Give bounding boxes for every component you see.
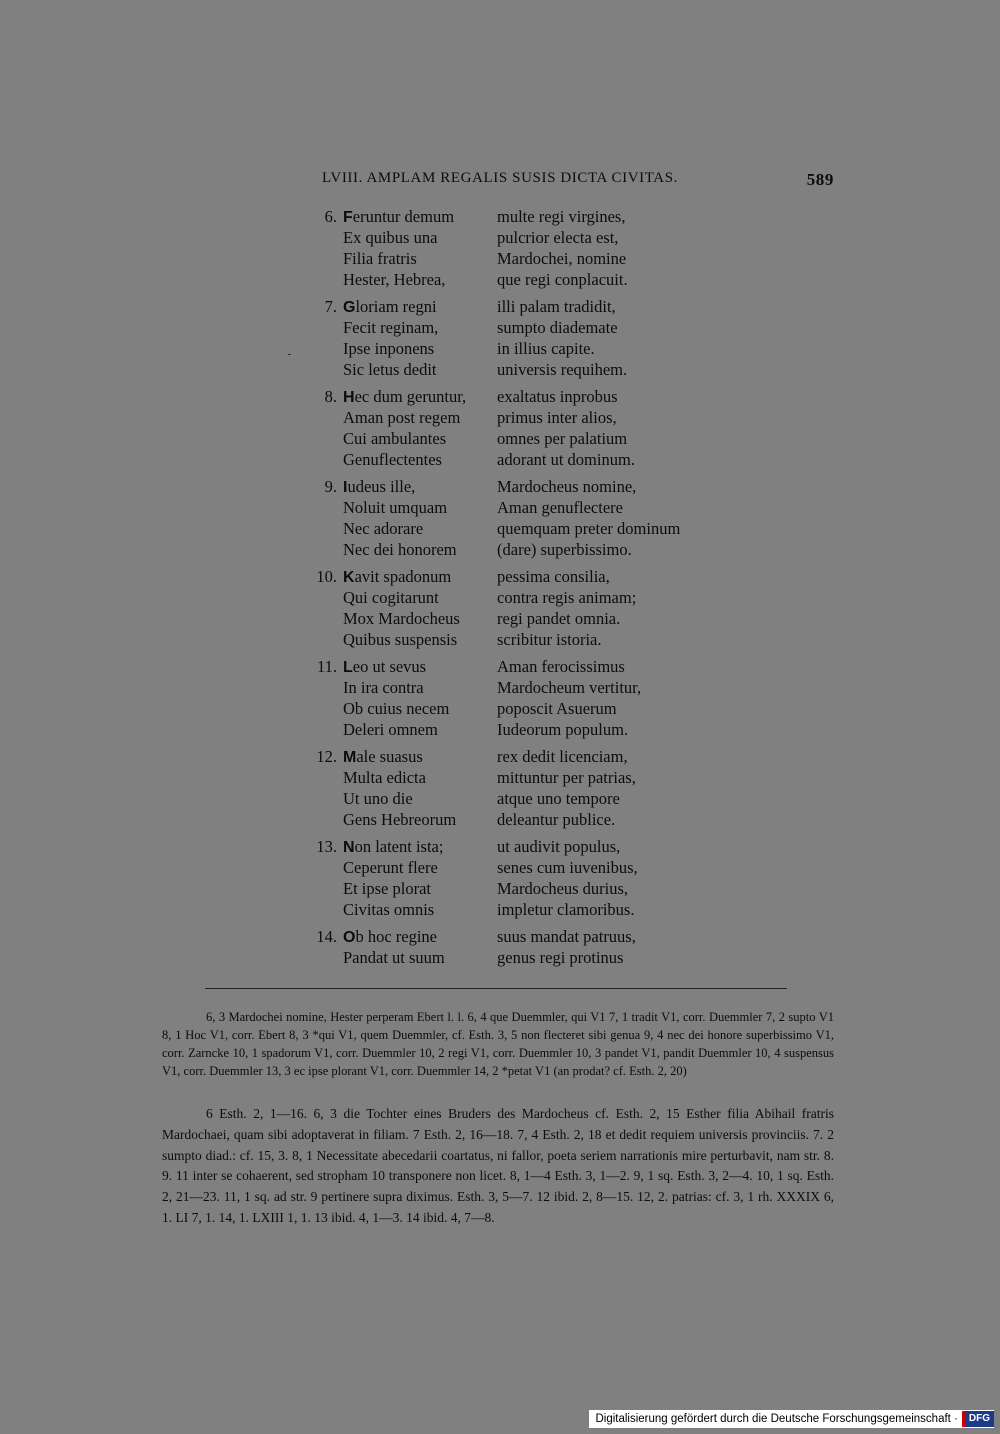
verse-line: [300, 608, 730, 629]
verse-second-half: pessima consilia,: [497, 567, 610, 586]
verse-first-half-text: Pandat ut suum: [343, 948, 445, 967]
verse-first-half-text: Filia fratris: [343, 249, 417, 268]
verse-first-half: [343, 386, 466, 408]
dfg-logo-icon[interactable]: DFG: [962, 1411, 994, 1427]
verse-second-half: genus regi protinus: [497, 948, 624, 967]
verse-first-half-text: Ipse inponens: [343, 339, 435, 358]
verse-first-half: [343, 497, 447, 518]
verse-first-half-text: Multa edicta: [343, 768, 426, 787]
verse-line: [300, 587, 730, 608]
verse-first-half-text: Genuflectentes: [343, 450, 442, 469]
verse-line: [300, 926, 730, 947]
stanza: [300, 386, 730, 470]
verse-first-half: [343, 338, 434, 359]
verse-line: [300, 767, 730, 788]
verse-line: [300, 476, 730, 497]
verse-first-half-text: Civitas omnis: [343, 900, 435, 919]
verse-first-half: [343, 809, 456, 830]
acrostic-initial: K: [343, 569, 355, 586]
verse-first-half-text: loriam regni: [355, 297, 437, 316]
verse-line: [300, 539, 730, 560]
verse-first-half-text: Fecit reginam,: [343, 318, 439, 337]
verse-second-half: universis requihem.: [497, 360, 628, 379]
stanza-number: 7.: [324, 297, 337, 316]
verse-first-half-text: Et ipse plorat: [343, 879, 431, 898]
verse-first-half: [343, 608, 460, 629]
verse-first-half: [343, 587, 439, 608]
footnote-rule: [205, 988, 787, 989]
stanza-number: 11.: [316, 657, 337, 676]
verse-second-half: que regi conplacuit.: [497, 270, 628, 289]
stanza: [300, 206, 730, 290]
verse-first-half-text: Sic letus dedit: [343, 360, 437, 379]
acrostic-initial: L: [343, 659, 353, 676]
verse-second-half: pulcrior electa est,: [497, 228, 619, 247]
verse-second-half: in illius capite.: [497, 339, 595, 358]
verse-second-half: atque uno tempore: [497, 789, 620, 808]
verse-line: [300, 656, 730, 677]
verse-first-half: [343, 677, 424, 698]
verse-first-half-text: on latent ista;: [354, 837, 444, 856]
verse-first-half-text: ale suasus: [356, 747, 423, 766]
poem-body: [300, 206, 730, 974]
verse-second-half: mittuntur per patrias,: [497, 768, 636, 787]
source-notes-text: 6 Esth. 2, 1—16. 6, 3 die Tochter eines Bruders des Mardocheus cf. Esth. 2, 15 Esther filia Abihail fratris Mardochaei, quam sibi adoptaverat in filiam. 7 Esth. 2, 16—18. 7, 4 Esth. 2, 18 et dedit requiem universis provinciis. 7. 2 sumpto diad.: cf. 15, 3. 8, 1 Necessitate abecedarii coartatus, ni fallor, poeta seriem narrationis mire perturbavit, nam str. 8. 9. 11 inter se cohaerent, sed stropham 10 transponere non licet. 8, 1—4 Esth. 3, 1—2. 9, 1 sq. Esth. 3, 2—4. 10, 1 sq. Esth. 2, 21—23. 11, 1 sq. ad str. 9 pertinere supra diximus. Esth. 3, 5—7. 12 ibid. 2, 8—15. 12, 2. patrias: cf. 3, 1 rh. XXXIX 6, 1. LI 7, 1. 14, 1. LXIII 1, 1. 13 ibid. 4, 1—3. 14 ibid. 4, 7—8.: [162, 1106, 834, 1225]
verse-first-half-text: Ob cuius necem: [343, 699, 450, 718]
verse-first-half-text: udeus ille,: [347, 477, 416, 496]
stanza: [300, 566, 730, 650]
verse-line: [300, 317, 730, 338]
verse-second-half: contra regis animam;: [497, 588, 637, 607]
verse-second-half: sumpto diademate: [497, 318, 618, 337]
verse-line: [300, 359, 730, 380]
verse-line: [300, 719, 730, 740]
verse-first-half-text: eo ut sevus: [352, 657, 427, 676]
verse-second-half: Aman ferocissimus: [497, 657, 625, 676]
verse-second-half: Mardocheum vertitur,: [497, 678, 642, 697]
verse-first-half: [343, 248, 417, 269]
verse-first-half-text: Cui ambulantes: [343, 429, 447, 448]
verse-first-half: [343, 788, 413, 809]
verse-first-half-text: Hester, Hebrea,: [343, 270, 446, 289]
verse-second-half: Mardocheus nomine,: [497, 477, 637, 496]
verse-first-half: [343, 878, 431, 899]
funding-footer[interactable]: [589, 1410, 994, 1428]
verse-line: [300, 629, 730, 650]
verse-first-half-text: b hoc regine: [355, 927, 438, 946]
verse-line: [300, 698, 730, 719]
verse-first-half-text: Mox Mardocheus: [343, 609, 460, 628]
stanza: [300, 656, 730, 740]
acrostic-initial: F: [343, 209, 353, 226]
verse-first-half-text: Nec adorare: [343, 519, 424, 538]
verse-first-half: [343, 317, 438, 338]
stanza-number: 13.: [316, 837, 337, 856]
verse-second-half: poposcit Asuerum: [497, 699, 617, 718]
running-head: [322, 170, 834, 192]
verse-first-half-text: Noluit umquam: [343, 498, 448, 517]
verse-first-half: [343, 227, 437, 248]
verse-first-half-text: Ex quibus una: [343, 228, 438, 247]
verse-line: [300, 296, 730, 317]
verse-second-half: scribitur istoria.: [497, 630, 602, 649]
verse-second-half: regi pandet omnia.: [497, 609, 621, 628]
verse-line: [300, 809, 730, 830]
verse-first-half-text: Nec dei honorem: [343, 540, 457, 559]
verse-first-half: [343, 836, 443, 858]
verse-first-half-text: avit spadonum: [354, 567, 452, 586]
verse-first-half: [343, 947, 445, 968]
verse-line: [300, 407, 730, 428]
verse-first-half: [343, 206, 454, 228]
verse-line: [300, 428, 730, 449]
verse-first-half: [343, 698, 449, 719]
verse-first-half: [343, 719, 438, 740]
verse-second-half: Mardochei, nomine: [497, 249, 627, 268]
verse-first-half: [343, 566, 451, 588]
acrostic-initial: N: [343, 839, 355, 856]
verse-second-half: impletur clamoribus.: [497, 900, 635, 919]
verse-second-half: adorant ut dominum.: [497, 450, 635, 469]
stanza: [300, 476, 730, 560]
stanza-number: 8.: [324, 387, 337, 406]
verse-second-half: multe regi virgines,: [497, 207, 626, 226]
stanza: [300, 836, 730, 920]
acrostic-initial: G: [343, 299, 356, 316]
verse-second-half: senes cum iuvenibus,: [497, 858, 638, 877]
verse-second-half: deleantur publice.: [497, 810, 616, 829]
verse-first-half: [343, 518, 423, 539]
verse-first-half: [343, 767, 426, 788]
verse-line: [300, 227, 730, 248]
verse-first-half: [343, 899, 434, 920]
verse-first-half: [343, 656, 426, 678]
stanza: [300, 926, 730, 968]
verse-second-half: omnes per palatium: [497, 429, 628, 448]
stanza: [300, 296, 730, 380]
verse-first-half: [343, 359, 437, 380]
stanza-number: 12.: [316, 747, 337, 766]
stanza-number: 14.: [316, 927, 337, 946]
verse-line: [300, 518, 730, 539]
verse-line: [300, 449, 730, 470]
verse-first-half: [343, 407, 460, 428]
verse-second-half: ut audivit populus,: [497, 837, 621, 856]
verse-line: [300, 857, 730, 878]
acrostic-initial: O: [343, 929, 356, 946]
verse-first-half: [343, 539, 457, 560]
verse-second-half: illi palam tradidit,: [497, 297, 616, 316]
verse-line: [300, 338, 730, 359]
verse-line: [300, 836, 730, 857]
verse-first-half-text: Ut uno die: [343, 789, 413, 808]
chapter-title: LVIII. AMPLAM REGALIS SUSIS DICTA CIVITAS.: [322, 170, 679, 186]
stray-mark: [288, 354, 291, 355]
source-notes: [162, 1104, 834, 1229]
verse-line: [300, 947, 730, 968]
verse-second-half: Mardocheus durius,: [497, 879, 629, 898]
verse-line: [300, 899, 730, 920]
verse-first-half: [343, 629, 457, 650]
footer-text: Digitalisierung gefördert durch die Deutsche Forschungsgemeinschaft ·: [595, 1413, 958, 1425]
verse-first-half: [343, 428, 446, 449]
verse-line: [300, 566, 730, 587]
verse-line: [300, 386, 730, 407]
verse-first-half-text: eruntur demum: [352, 207, 455, 226]
stanza-number: 6.: [324, 207, 337, 226]
verse-second-half: (dare) superbissimo.: [497, 540, 632, 559]
stanza: [300, 746, 730, 830]
acrostic-initial: M: [343, 749, 357, 766]
acrostic-initial: I: [343, 479, 348, 496]
verse-first-half-text: ec dum geruntur,: [354, 387, 467, 406]
verse-second-half: suus mandat patruus,: [497, 927, 636, 946]
verse-first-half: [343, 746, 423, 768]
verse-line: [300, 878, 730, 899]
verse-first-half: [343, 449, 442, 470]
stanza-number: 9.: [324, 477, 337, 496]
verse-first-half-text: Deleri omnem: [343, 720, 438, 739]
verse-line: [300, 746, 730, 767]
verse-first-half-text: In ira contra: [343, 678, 424, 697]
verse-first-half: [343, 926, 437, 948]
apparatus-text: 6, 3 Mardochei nomine, Hester perperam Ebert l. l. 6, 4 que Duemmler, qui V1 7, 1 tradit V1, corr. Duemmler 7, 2 supto V1 8, 1 Hoc V1, corr. Ebert 8, 3 *qui V1, quem Duemmler, cf. Esth. 3, 5 non flecteret sibi genua 9, 4 nec dei honore superbissimo V1, corr. Zarncke 10, 1 spadorum V1, corr. Duemmler 10, 2 regi V1, corr. Duemmler 10, 3 pandet V1, pandit Duemmler 10, 4 suspensus V1, corr. Duemmler 13, 3 ec ipse plorant V1, corr. Duemmler 14, 2 *petat V1 (an prodat? cf. Esth. 2, 20): [162, 1010, 834, 1078]
verse-line: [300, 206, 730, 227]
verse-first-half-text: Aman post regem: [343, 408, 461, 427]
verse-first-half: [343, 857, 438, 878]
verse-line: [300, 248, 730, 269]
stanza-number: 10.: [316, 567, 337, 586]
verse-second-half: rex dedit licenciam,: [497, 747, 628, 766]
verse-first-half: [343, 296, 437, 318]
verse-second-half: Aman genuflectere: [497, 498, 623, 517]
verse-first-half-text: Ceperunt flere: [343, 858, 438, 877]
critical-apparatus: [162, 1008, 834, 1080]
page-number: 589: [806, 170, 834, 189]
verse-first-half-text: Quibus suspensis: [343, 630, 458, 649]
verse-first-half-text: Qui cogitarunt: [343, 588, 439, 607]
verse-second-half: exaltatus inprobus: [497, 387, 618, 406]
acrostic-initial: H: [343, 389, 355, 406]
verse-line: [300, 677, 730, 698]
verse-line: [300, 497, 730, 518]
verse-first-half-text: Gens Hebreorum: [343, 810, 457, 829]
verse-second-half: primus inter alios,: [497, 408, 617, 427]
verse-line: [300, 788, 730, 809]
verse-first-half: [343, 269, 445, 290]
verse-second-half: Iudeorum populum.: [497, 720, 629, 739]
verse-line: [300, 269, 730, 290]
verse-second-half: quemquam preter dominum: [497, 519, 681, 538]
verse-first-half: [343, 476, 415, 498]
